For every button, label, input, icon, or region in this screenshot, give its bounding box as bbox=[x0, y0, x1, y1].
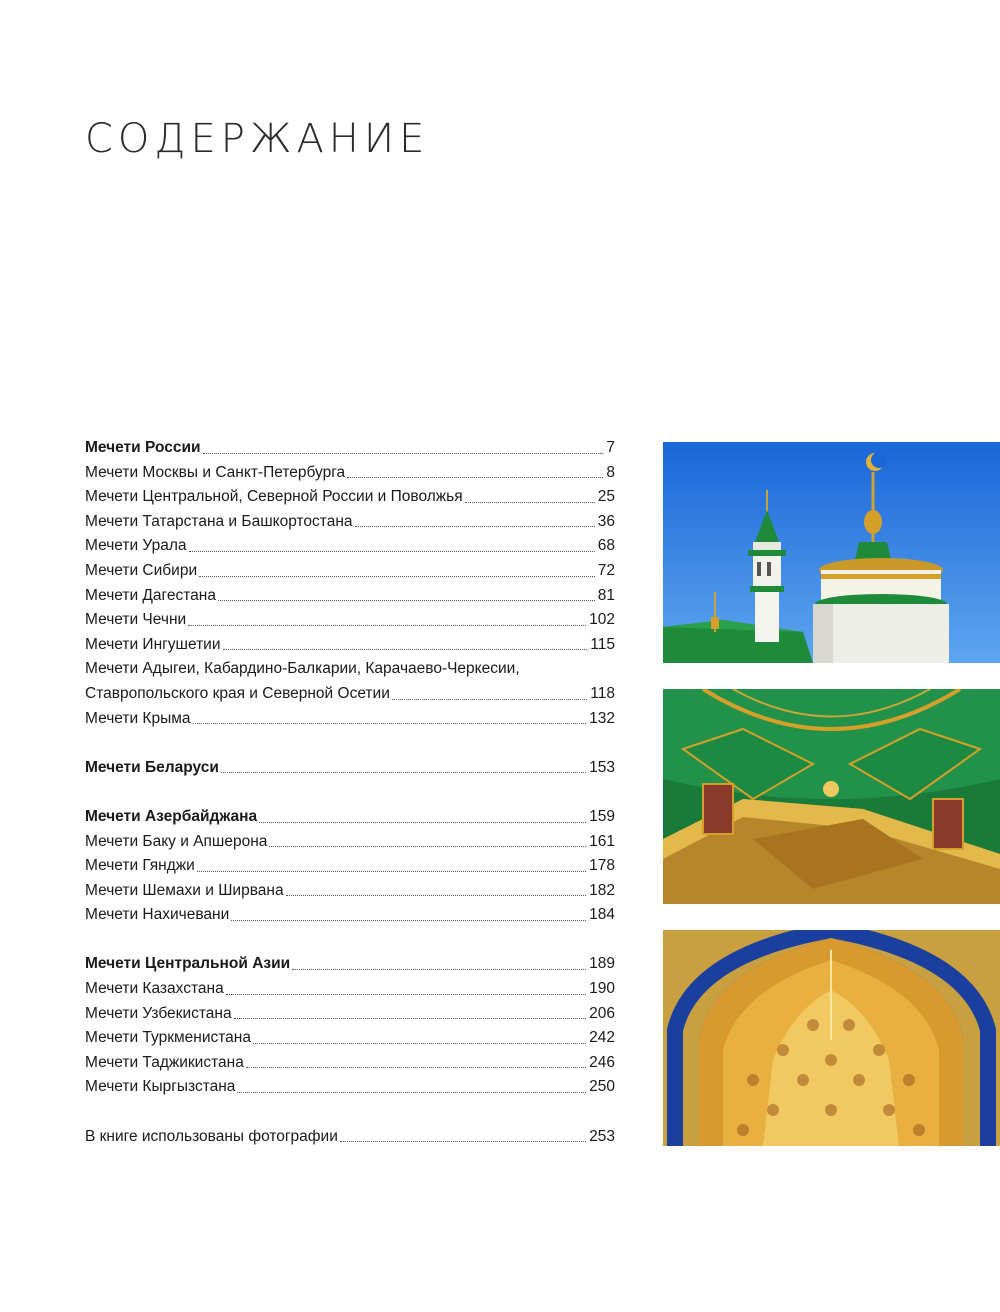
toc-page-number: 36 bbox=[597, 512, 615, 530]
toc-page-number: 132 bbox=[589, 709, 615, 727]
blue-gold-arch-mosaic-photo bbox=[663, 930, 1000, 1146]
toc-page-number: 72 bbox=[597, 561, 615, 579]
toc-entry[interactable] bbox=[85, 461, 615, 486]
toc-dot-leader bbox=[226, 993, 586, 995]
toc-entry-title: Мечети Сибири bbox=[85, 561, 198, 579]
toc-page-number: 68 bbox=[597, 537, 615, 555]
toc-dot-leader bbox=[189, 550, 595, 552]
toc-spacer bbox=[85, 780, 615, 805]
toc-page-number: 8 bbox=[606, 463, 615, 481]
toc-entry-title: Мечети Беларуси bbox=[85, 758, 219, 776]
toc-entry[interactable] bbox=[85, 1002, 615, 1027]
toc-entry-title: Мечети Крыма bbox=[85, 709, 191, 727]
toc-page-number: 161 bbox=[589, 832, 615, 850]
toc-page-number: 81 bbox=[597, 586, 615, 604]
toc-page-number: 246 bbox=[589, 1053, 615, 1071]
toc-page-number: 25 bbox=[597, 488, 615, 506]
toc-dot-leader bbox=[231, 919, 586, 921]
toc-spacer bbox=[85, 1100, 615, 1125]
toc-entry[interactable] bbox=[85, 977, 615, 1002]
toc-dot-leader bbox=[269, 845, 586, 847]
toc-entry-title: Мечети Татарстана и Башкортостана bbox=[85, 512, 353, 530]
toc-entry[interactable] bbox=[85, 1075, 615, 1100]
toc-page-number: 184 bbox=[589, 906, 615, 924]
toc-entry-title: Мечети Таджикистана bbox=[85, 1053, 244, 1071]
toc-page-number: 253 bbox=[589, 1127, 615, 1145]
toc-spacer bbox=[85, 928, 615, 953]
toc-entry[interactable] bbox=[85, 584, 615, 609]
toc-entry[interactable] bbox=[85, 485, 615, 510]
toc-dot-leader bbox=[347, 476, 603, 478]
toc-entry[interactable] bbox=[85, 682, 615, 707]
toc-dot-leader bbox=[286, 894, 587, 896]
toc-entry[interactable] bbox=[85, 830, 615, 855]
toc-entry[interactable] bbox=[85, 1125, 615, 1150]
toc-page-number: 153 bbox=[589, 758, 615, 776]
toc-entry[interactable] bbox=[85, 633, 615, 658]
toc-dot-leader bbox=[355, 525, 595, 527]
toc-dot-leader bbox=[221, 771, 586, 773]
toc-page-number: 178 bbox=[589, 857, 615, 875]
toc-page-number: 7 bbox=[606, 439, 615, 456]
toc-entry-title: Мечети Кыргызстана bbox=[85, 1078, 236, 1096]
toc-spacer bbox=[85, 731, 615, 756]
toc-entry-title: Мечети России bbox=[85, 439, 201, 456]
toc-entry[interactable] bbox=[85, 559, 615, 584]
toc-entry-title: Мечети Центральной, Северной России и Поволжья bbox=[85, 488, 463, 506]
toc-dot-leader bbox=[223, 648, 588, 650]
toc-entry[interactable] bbox=[85, 1051, 615, 1076]
toc-section-heading[interactable] bbox=[85, 756, 615, 781]
toc-dot-leader bbox=[188, 624, 586, 626]
toc-entry-title: Мечети Москвы и Санкт-Петербурга bbox=[85, 463, 346, 481]
toc-page-number: 159 bbox=[589, 807, 615, 825]
toc-section-heading[interactable] bbox=[85, 952, 615, 977]
toc-page-number: 242 bbox=[589, 1029, 615, 1047]
toc-page-number: 250 bbox=[589, 1078, 615, 1096]
toc-page-number: 102 bbox=[589, 611, 615, 629]
toc-dot-leader bbox=[253, 1042, 586, 1044]
toc-section-heading[interactable] bbox=[85, 436, 615, 461]
toc-dot-leader bbox=[465, 501, 595, 503]
toc-entry-title: Мечети Нахичевани bbox=[85, 906, 230, 924]
toc-entry[interactable] bbox=[85, 707, 615, 732]
green-dome-interior-photo bbox=[663, 689, 1000, 904]
toc-page-number: 190 bbox=[589, 980, 615, 998]
toc-entry-title: Мечети Дагестана bbox=[85, 586, 216, 604]
toc-entry-title: Мечети Ингушетии bbox=[85, 635, 221, 653]
toc-entry[interactable] bbox=[85, 657, 615, 682]
toc-entry-title: В книге использованы фотографии bbox=[85, 1127, 338, 1145]
page-title: СОДЕРЖАНИЕ bbox=[85, 116, 430, 162]
toc-page-number: 115 bbox=[590, 635, 615, 653]
toc-entry-title: Мечети Азербайджана bbox=[85, 807, 258, 825]
toc-section-heading[interactable] bbox=[85, 805, 615, 830]
toc-entry[interactable] bbox=[85, 903, 615, 928]
toc-entry-title: Мечети Узбекистана bbox=[85, 1004, 232, 1022]
toc-dot-leader bbox=[234, 1017, 587, 1019]
toc-dot-leader bbox=[237, 1091, 586, 1093]
toc-page-number: 206 bbox=[589, 1004, 615, 1022]
toc-page-number: 182 bbox=[589, 881, 615, 899]
toc-dot-leader bbox=[218, 599, 595, 601]
toc-dot-leader bbox=[199, 575, 595, 577]
toc-entry-title: Мечети Адыгеи, Кабардино-Балкарии, Карачаево-Черкесии, bbox=[85, 660, 520, 678]
toc-entry-title: Мечети Гянджи bbox=[85, 857, 195, 875]
toc-entry[interactable] bbox=[85, 879, 615, 904]
toc-entry[interactable] bbox=[85, 510, 615, 535]
toc-dot-leader bbox=[197, 870, 586, 872]
mosque-minaret-crescent-photo bbox=[663, 442, 1000, 663]
toc-entry-title: Мечети Шемахи и Ширвана bbox=[85, 881, 284, 899]
toc-page-number: 118 bbox=[590, 684, 615, 702]
toc-dot-leader bbox=[292, 968, 586, 970]
toc-entry-title: Мечети Баку и Апшерона bbox=[85, 832, 268, 850]
toc-entry-title: Мечети Центральной Азии bbox=[85, 955, 291, 973]
toc-entry[interactable] bbox=[85, 1026, 615, 1051]
toc-dot-leader bbox=[246, 1066, 586, 1068]
toc-entry[interactable] bbox=[85, 534, 615, 559]
table-of-contents bbox=[85, 436, 615, 1149]
toc-dot-leader bbox=[340, 1140, 586, 1142]
toc-entry[interactable] bbox=[85, 608, 615, 633]
toc-entry-title: Мечети Казахстана bbox=[85, 980, 224, 998]
toc-entry-title: Ставропольского края и Северной Осетии bbox=[85, 684, 390, 702]
toc-dot-leader bbox=[259, 821, 586, 823]
toc-dot-leader bbox=[203, 452, 604, 454]
toc-entry[interactable] bbox=[85, 854, 615, 879]
toc-dot-leader bbox=[392, 698, 587, 700]
toc-entry-title: Мечети Урала bbox=[85, 537, 187, 555]
toc-entry-title: Мечети Чечни bbox=[85, 611, 187, 629]
toc-page-number: 189 bbox=[589, 955, 615, 973]
toc-dot-leader bbox=[193, 722, 587, 724]
toc-entry-title: Мечети Туркменистана bbox=[85, 1029, 251, 1047]
